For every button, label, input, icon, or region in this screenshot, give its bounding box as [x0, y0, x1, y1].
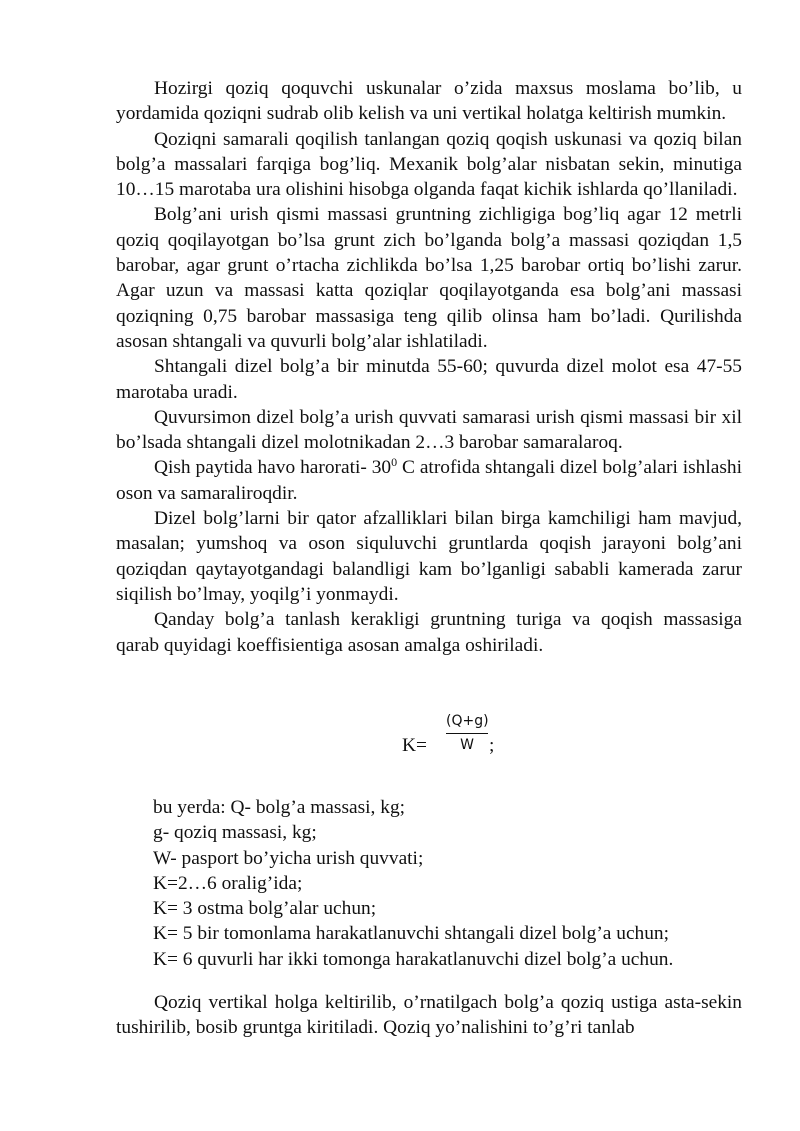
paragraph-hammer-mass: Bolg’ani urish qismi massasi gruntning zichligiga bog’liq agar 12 metrli qoziq qoqilayotgan bo’lsa grunt zich bo’lganda bolg’a massasi qoziqdan 1,5 barobar, agar grunt o’rtacha zichlikda bo’lsa 1,25 barobar ortiq bo’lishi zarur. Agar uzun va massasi katta qoziqlar qoqilayotganda esa bolg’ani massasi qoziqning 0,75 barobar massasiga teng qilib olinsa ham bo’ladi. Qurilishda asosan shtangali va quvurli bolg’alar ishlatiladi. [116, 204, 742, 352]
formula-denominator: W [460, 737, 474, 753]
formula-fraction [446, 712, 488, 754]
paragraph-pile-installation: Qoziq vertikal holga keltirilib, o’rnatilgach bolg’a qoziq ustiga asta-sekin tushirilib, bosib gruntga kiritiladi. Qoziq yo’nalishini to’g’ri tanlab [116, 992, 742, 1039]
fraction-bar [446, 733, 488, 734]
paragraph-hammer-devices: Hozirgi qoziq qoquvchi uskunalar o’zida maxsus moslama bo’lib, u yordamida qoziqni sudrab olib kelish va uni vertikal holatga keltirish mumkin. [116, 78, 742, 125]
winter-text-before: Qish paytida havo harorati- 30 [154, 457, 392, 479]
paragraph-tubular-diesel-power: Quvursimon dizel bolg’a urish quvvati samarasi urish qismi massasi bir xil bo’lsada shtangali dizel molotnikadan 2…3 barobar samaralaroq. [116, 406, 742, 454]
paragraph-winter-operation [116, 455, 742, 506]
definition-line: W- pasport bo’yicha urish quvvati; [153, 847, 424, 869]
definitions-list [153, 795, 753, 972]
formula-end: ; [489, 735, 495, 756]
degree-superscript: 0 [391, 455, 398, 470]
definition-line: g- qoziq massasi, kg; [153, 822, 317, 844]
definition-line: K= 3 ostma bolg’alar uchun; [153, 898, 377, 920]
definition-line: K=2…6 oralig’ida; [153, 872, 303, 894]
paragraph-rod-diesel-rate: Shtangali dizel bolg’a bir minutda 55-60; quvurda dizel molot esa 47-55 marotaba uradi. [116, 356, 742, 403]
formula-lhs: K= [402, 735, 427, 756]
paragraph-hammer-selection: Qanday bolg’a tanlash kerakligi gruntning turiga va qoqish massasiga qarab quyidagi koeffisientiga asosan amalga oshiriladi. [116, 609, 742, 656]
winter-text-after: C atrofida shtangali dizel bolg’alari ishlashi oson va samaraliroqdir. [116, 457, 742, 504]
definition-line: K= 5 bir tomonlama harakatlanuvchi shtangali dizel bolg’a uchun; [153, 923, 670, 945]
definition-line: bu yerda: Q- bolg’a massasi, kg; [153, 797, 406, 818]
paragraph-diesel-drawbacks: Dizel bolg’larni bir qator afzalliklari bilan birga kamchiligi ham mavjud, masalan; yumshoq va oson siquluvchi gruntlarda qoqish jarayoni bolg’ani qoziqdan qaytayotgandagi balandligi kam bo’lganligi sababli kamerada zarur siqilish bo’lmay, yoqilg’i yonmaydi. [116, 508, 742, 605]
formula-numerator: (Q+g) [446, 713, 489, 729]
body-text [116, 76, 742, 658]
closing-text [116, 990, 742, 1041]
coefficient-formula [0, 698, 800, 762]
definition-line: K= 6 quvurli har ikki tomonga harakatlanuvchi dizel bolg’a uchun. [153, 948, 674, 970]
paragraph-pile-driving-efficiency: Qoziqni samarali qoqilish tanlangan qoziq qoqish uskunasi va qoziq bilan bolg’a massalari farqiga bog’liq. Mexanik bolg’alar nisbatan sekin, minutiga 10…15 marotaba ura olishini hisobga olganda faqat kichik ishlarda qo’llaniladi. [116, 128, 742, 201]
